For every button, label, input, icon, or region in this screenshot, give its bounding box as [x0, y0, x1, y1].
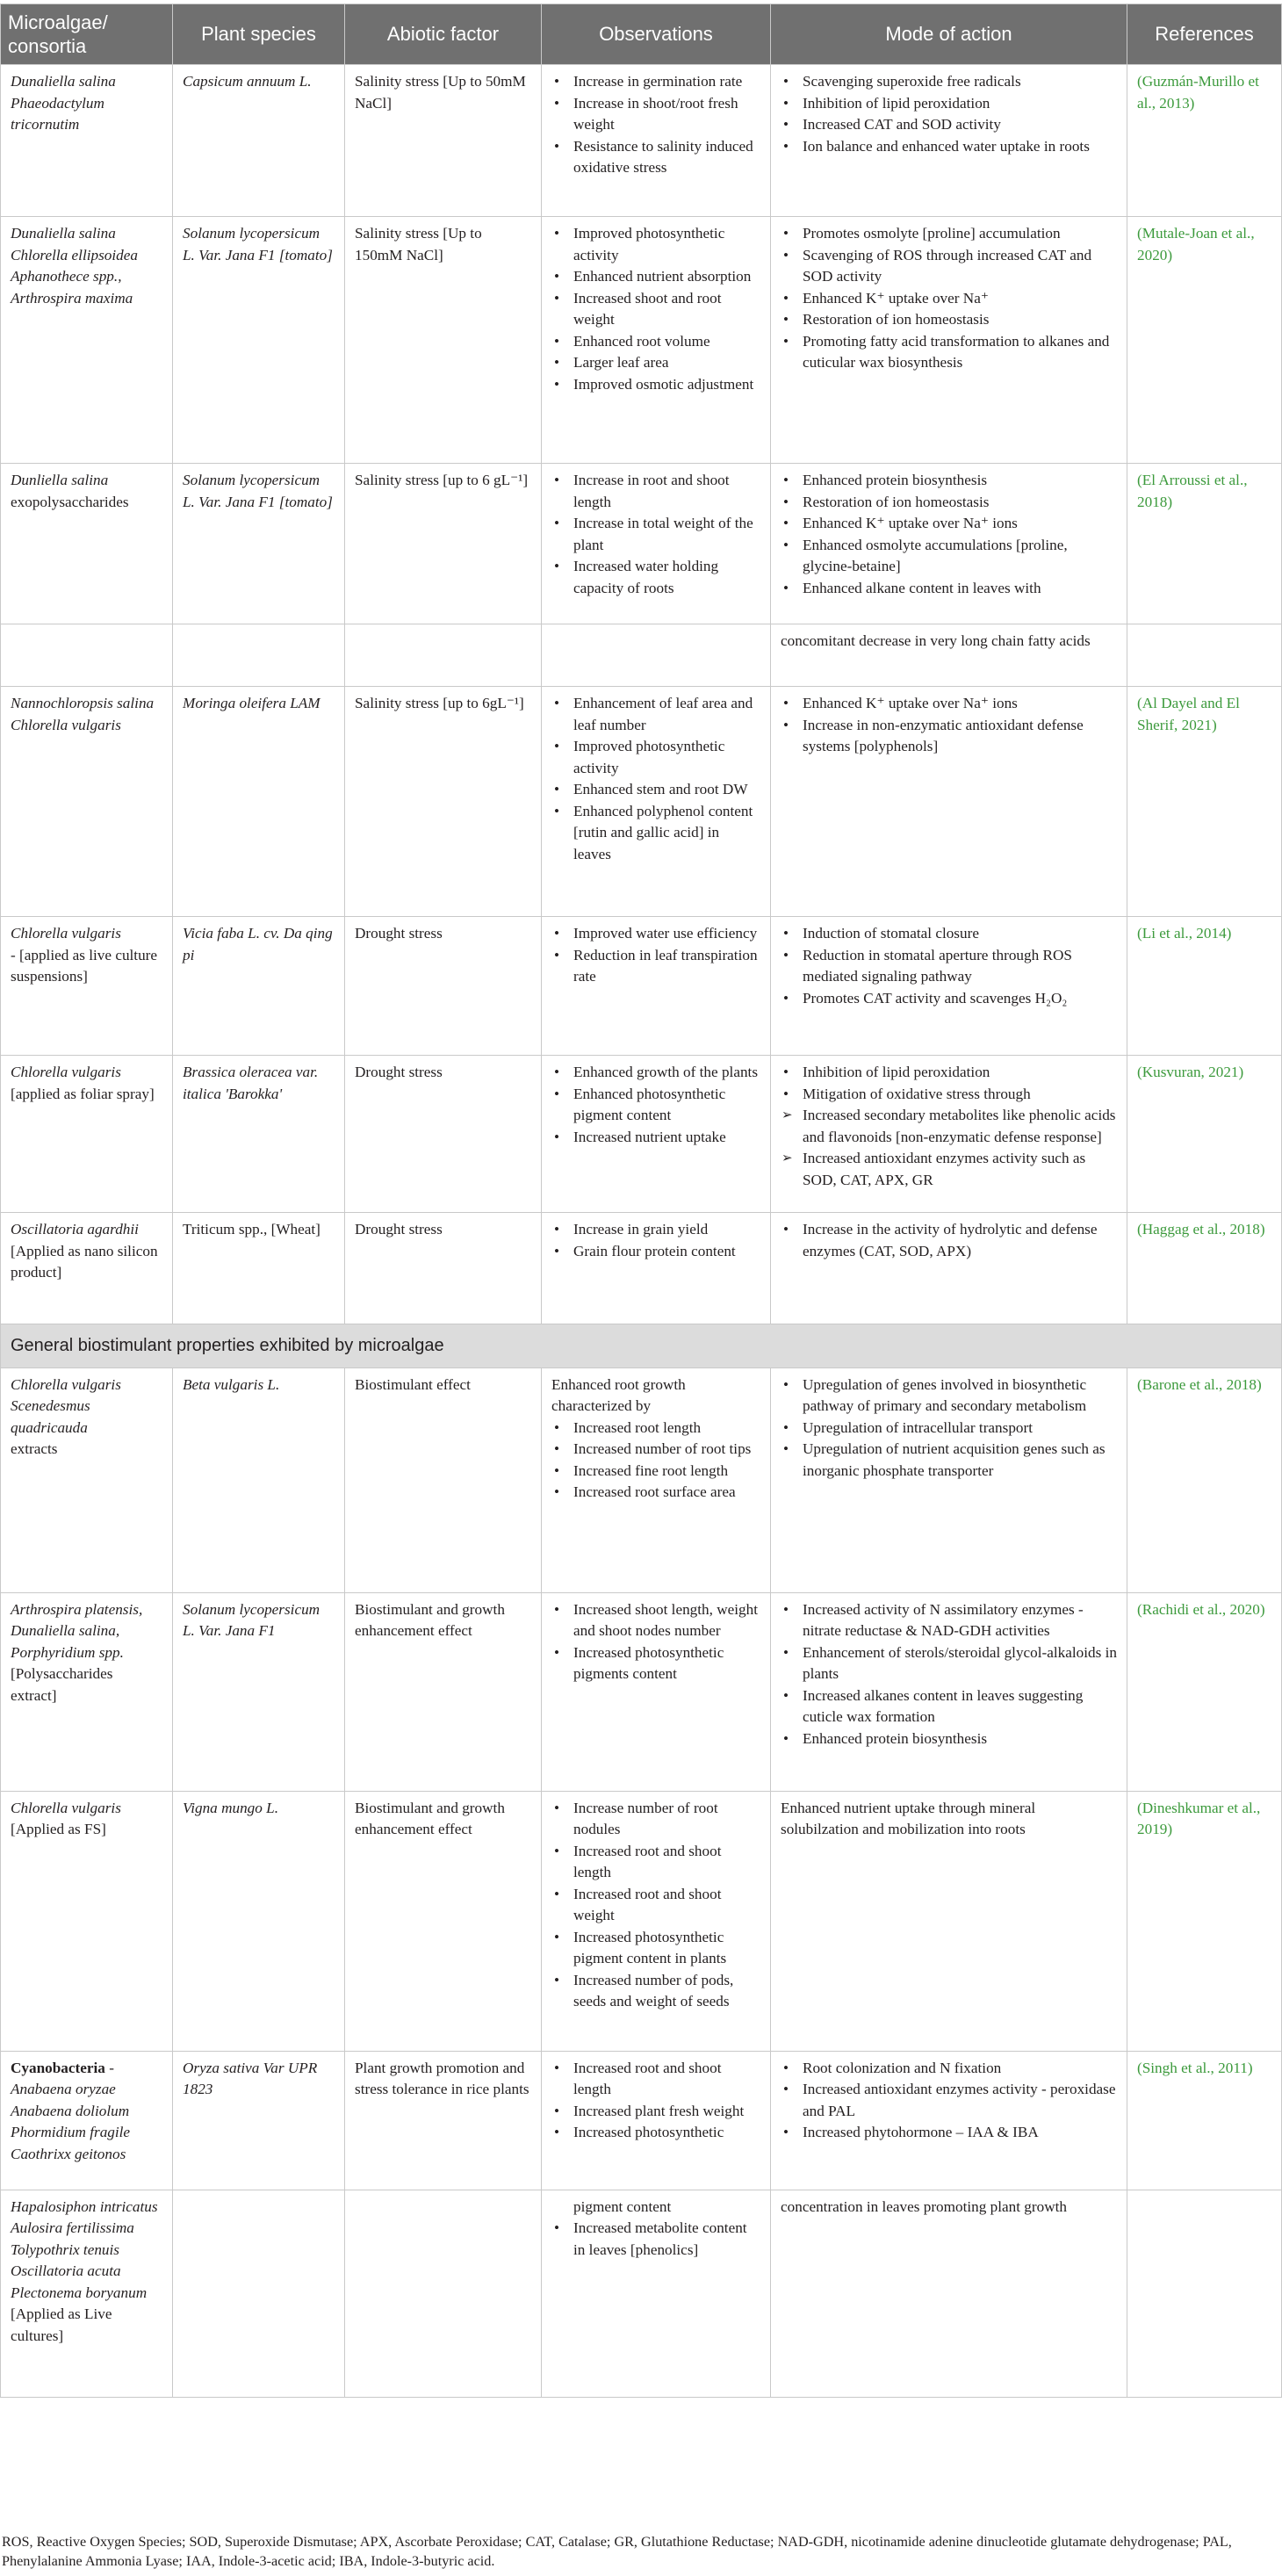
mode-item: • Promoting fatty acid transformation to alkanes and cuticular wax biosynthesis — [781, 331, 1117, 374]
mode-of-action-cell — [771, 1592, 1127, 1791]
mode-item: • Upregulation of intracellular transport — [781, 1418, 1117, 1440]
abiotic-factor-cell: Drought stress — [345, 1213, 542, 1324]
reference-link[interactable]: (Barone et al., 2018) — [1137, 1375, 1262, 1393]
plant-species: Solanum lycopersicum L. Var. Jana F1 [tomato] — [183, 472, 333, 510]
reference-link[interactable]: (El Arroussi et al., 2018) — [1137, 472, 1248, 510]
microalgae-name: Scenedesmus quadricauda — [11, 1397, 90, 1436]
observation-item: • Improved water use efficiency — [551, 923, 760, 945]
observation-item: • Increased shoot and root weight — [551, 288, 760, 331]
plant-species-cell — [173, 1367, 345, 1592]
observation-item: • Enhanced growth of the plants — [551, 1062, 760, 1084]
mode-item: • Enhanced protein biosynthesis — [781, 470, 1117, 492]
microalgae-name: Chlorella vulgaris — [11, 925, 121, 942]
mode-item: • Upregulation of genes involved in biosynthetic pathway of primary and secondary metabolism — [781, 1375, 1117, 1418]
microalgae-name: Plectonema boryanum — [11, 2284, 148, 2301]
observation-item: • Increased number of pods, seeds and weight of seeds — [551, 1970, 760, 2013]
reference-cell — [1127, 217, 1282, 464]
microalgae-name: Caothrixx geitonos — [11, 2145, 126, 2162]
observation-intro: Enhanced root growth characterized by — [551, 1375, 686, 1414]
reference-link[interactable]: (Haggag et al., 2018) — [1137, 1221, 1265, 1237]
reference-cell — [1127, 2051, 1282, 2190]
microalgae-name: Dunliella salina — [11, 472, 109, 488]
mode-item: • Promotes CAT activity and scavenges H₂O₂ — [781, 988, 1117, 1010]
microalgae-note: - [applied as live culture suspensions] — [11, 946, 158, 985]
plant-species: Vigna mungo L. — [183, 1799, 279, 1816]
microalgae-note: exopolysaccharides — [11, 493, 129, 510]
microalgae-note: [applied as foliar spray] — [11, 1085, 155, 1102]
microalgae-name: Chlorella vulgaris — [11, 716, 121, 733]
plant-species: Beta vulgaris L. — [183, 1375, 280, 1393]
microalgae-cell — [1, 917, 173, 1056]
table-row — [1, 65, 1282, 217]
abiotic-factor-cell: Drought stress — [345, 917, 542, 1056]
plant-species: Capsicum annuum L. — [183, 73, 312, 90]
microalgae-name: Anabaena doliolum — [11, 2102, 130, 2119]
reference-cell — [1127, 1592, 1282, 1791]
observation-item: • Increased root and shoot length — [551, 1841, 760, 1884]
abiotic-factor-cell: Drought stress — [345, 1056, 542, 1213]
abiotic-factor-cell: Salinity stress [Up to 150mM NaCl] — [345, 217, 542, 464]
reference-cell — [1127, 1367, 1282, 1592]
microalgae-name: Dunaliella salina — [11, 73, 116, 90]
mode-of-action-cell — [771, 687, 1127, 917]
reference-link[interactable]: (Rachidi et al., 2020) — [1137, 1600, 1265, 1618]
microalgae-name: Nannochloropsis salina — [11, 695, 155, 711]
observations-cell — [542, 2051, 771, 2190]
mode-of-action-cell — [771, 1056, 1127, 1213]
observations-cell — [542, 1056, 771, 1213]
plant-species-cell — [173, 687, 345, 917]
reference-cell — [1127, 687, 1282, 917]
observation-item: • Increased water holding capacity of roots — [551, 556, 760, 599]
mode-item: • Induction of stomatal closure — [781, 923, 1117, 945]
observation-item: • Increase in total weight of the plant — [551, 513, 760, 556]
microalgae-name: Anabaena oryzae — [11, 2081, 116, 2097]
microalgae-note: [Applied as Live cultures] — [11, 2305, 112, 2344]
table-row — [1, 1056, 1282, 1213]
section-row — [1, 1324, 1282, 1368]
table-row — [1, 1592, 1282, 1791]
plant-species: Vicia faba L. cv. Da qing pi — [183, 925, 333, 963]
microalgae-cell — [1, 1056, 173, 1213]
mode-item: • Upregulation of nutrient acquisition genes such as inorganic phosphate transporter — [781, 1439, 1117, 1482]
observations-cell — [542, 464, 771, 624]
mode-item: • Enhanced osmolyte accumulations [proline, glycine-betaine] — [781, 535, 1117, 578]
data-table — [0, 4, 1282, 2398]
table-row — [1, 917, 1282, 1056]
observation-item: • Increased shoot length, weight and shoot nodes number — [551, 1599, 760, 1642]
reference-link[interactable]: (Li et al., 2014) — [1137, 925, 1232, 942]
reference-cell — [1127, 1056, 1282, 1213]
microalgae-note: [Applied as FS] — [11, 1821, 106, 1837]
microalgae-separator: - — [109, 2059, 114, 2076]
abiotic-factor-cell: Salinity stress [Up to 50mM NaCl] — [345, 65, 542, 217]
observation-item: • Increased root and shoot weight — [551, 1884, 760, 1927]
observation-item: • Increase in shoot/root fresh weight — [551, 93, 760, 136]
table-row — [1, 624, 1282, 687]
observation-item: • Increase in root and shoot length — [551, 470, 760, 513]
microalgae-name: Oscillatoria acuta — [11, 2262, 121, 2279]
microalgae-name: Hapalosiphon intricatus — [11, 2197, 158, 2215]
mode-item: • Mitigation of oxidative stress through — [781, 1084, 1117, 1106]
microalgae-name: Phaeodactylum tricornutim — [11, 94, 104, 133]
mode-item: • Increased alkanes content in leaves suggesting cuticle wax formation — [781, 1685, 1117, 1728]
plant-species: Solanum lycopersicum L. Var. Jana F1 — [183, 1600, 320, 1639]
microalgae-note: extracts — [11, 1440, 58, 1457]
plant-species-cell — [173, 2051, 345, 2190]
microalgae-name: Oscillatoria agardhii — [11, 1221, 139, 1237]
observation-item: • Increased number of root tips — [551, 1439, 760, 1461]
mode-item: • Scavenging superoxide free radicals — [781, 71, 1117, 93]
reference-link[interactable]: (Singh et al., 2011) — [1137, 2059, 1253, 2076]
plant-species: Moringa oleifera LAM — [183, 695, 320, 711]
microalgae-cell — [1, 687, 173, 917]
microalgae-name: Aphanothece spp., — [11, 268, 122, 285]
mode-item: • Increased CAT and SOD activity — [781, 114, 1117, 136]
microalgae-note: [Applied as nano silicon product] — [11, 1242, 158, 1281]
mode-item: • Enhanced alkane content in leaves with — [781, 578, 1117, 600]
reference-link[interactable]: (Dineshkumar et al., 2019) — [1137, 1799, 1261, 1837]
header-plant-species: Plant species — [173, 4, 345, 65]
abiotic-factor-cell: Plant growth promotion and stress tolerance in rice plants — [345, 2051, 542, 2190]
abiotic-factor-cell: Salinity stress [up to 6gL⁻¹] — [345, 687, 542, 917]
observations-cell — [542, 687, 771, 917]
observation-item: • Enhanced stem and root DW — [551, 779, 760, 801]
observation-item: • Increased root surface area — [551, 1482, 760, 1504]
mode-of-action-cell — [771, 917, 1127, 1056]
mode-item: • Enhanced K⁺ uptake over Na⁺ — [781, 288, 1117, 310]
observations-cell — [542, 917, 771, 1056]
header-abiotic-factor: Abiotic factor — [345, 4, 542, 65]
observations-cell — [542, 2190, 771, 2397]
microalgae-name: Chlorella ellipsoidea — [11, 246, 138, 263]
mode-of-action-cell: concomitant decrease in very long chain fatty acids — [771, 624, 1127, 687]
mode-of-action-cell — [771, 1213, 1127, 1324]
observation-item: • Increase number of root nodules — [551, 1798, 760, 1841]
mode-of-action-cell: Enhanced nutrient uptake through mineral solubilzation and mobilization into roots — [771, 1791, 1127, 2051]
observation-item: • Enhanced polyphenol content [rutin and gallic acid] in leaves — [551, 801, 760, 866]
mode-item: • Restoration of ion homeostasis — [781, 309, 1117, 331]
mode-subitem: ➢ Increased antioxidant enzymes activity such as SOD, CAT, APX, GR — [781, 1148, 1117, 1191]
mode-item: • Ion balance and enhanced water uptake in roots — [781, 136, 1117, 158]
mode-item: • Enhancement of sterols/steroidal glycol-alkaloids in plants — [781, 1642, 1117, 1685]
table-row — [1, 1367, 1282, 1592]
microalgae-cell — [1, 1367, 173, 1592]
reference-link[interactable]: (Al Dayel and El Sherif, 2021) — [1137, 695, 1240, 733]
observation-item: • Enhanced root volume — [551, 331, 760, 353]
mode-item: • Increased activity of N assimilatory enzymes - nitrate reductase & NAD-GDH activities — [781, 1599, 1117, 1642]
table-footnote: ROS, Reactive Oxygen Species; SOD, Superoxide Dismutase; APX, Ascorbate Peroxidase; CAT, Catalase; GR, Glutathione Reductase; NAD-GDH, nicotinamide adenine dinucleotide glutamate dehydrogenase; PAL, Phenylalanine Ammonia Lyase; IAA, Indole-3-acetic acid; IBA, Indole-3-butyric acid. — [2, 2534, 1232, 2569]
header-references: References — [1127, 4, 1282, 65]
table-row — [1, 2190, 1282, 2397]
observation-item: • Enhancement of leaf area and leaf number — [551, 693, 760, 736]
plant-species: Solanum lycopersicum L. Var. Jana F1 [tomato] — [183, 225, 333, 263]
mode-item: • Enhanced protein biosynthesis — [781, 1728, 1117, 1750]
observation-item: • Increased nutrient uptake — [551, 1127, 760, 1149]
table-row — [1, 464, 1282, 624]
abiotic-factor-cell: Salinity stress [up to 6 gL⁻¹] — [345, 464, 542, 624]
microalgae-name: Phormidium fragile — [11, 2124, 131, 2140]
mode-item: • Restoration of ion homeostasis — [781, 492, 1117, 514]
mode-item: • Enhanced K⁺ uptake over Na⁺ ions — [781, 693, 1117, 715]
reference-cell — [1127, 65, 1282, 217]
microalgae-cell — [1, 1791, 173, 2051]
observation-item: • Increased photosynthetic pigment content in plants — [551, 1927, 760, 1970]
microalgae-cell — [1, 2190, 173, 2397]
microalgae-cell — [1, 65, 173, 217]
microalgae-name: Dunaliella salina — [11, 225, 116, 242]
section-title: General biostimulant properties exhibited by microalgae — [1, 1324, 1282, 1368]
observation-item: • Improved osmotic adjustment — [551, 374, 760, 396]
observations-cell — [542, 1592, 771, 1791]
observation-item: • Increased root length — [551, 1418, 760, 1440]
reference-cell — [1127, 464, 1282, 624]
plant-species-cell — [173, 1056, 345, 1213]
microalgae-name: Tolypothrix tenuis — [11, 2240, 119, 2258]
header-row — [1, 4, 1282, 65]
mode-of-action-cell — [771, 1367, 1127, 1592]
mode-subitem: ➢ Increased secondary metabolites like phenolic acids and flavonoids [non-enzymatic defense response] — [781, 1105, 1117, 1148]
microalgae-group: Cyanobacteria — [11, 2059, 105, 2076]
reference-cell — [1127, 917, 1282, 1056]
mode-item: • Enhanced K⁺ uptake over Na⁺ ions — [781, 513, 1117, 535]
microalgae-name: Arthrospira platensis, — [11, 1600, 143, 1618]
mode-item: • Promotes osmolyte [proline] accumulation — [781, 223, 1117, 245]
reference-cell — [1127, 1791, 1282, 2051]
observation-item: • Reduction in leaf transpiration rate — [551, 945, 760, 988]
plant-species-cell — [173, 1592, 345, 1791]
mode-item: • Increased phytohormone – IAA & IBA — [781, 2122, 1117, 2144]
mode-of-action-cell — [771, 464, 1127, 624]
microalgae-cell — [1, 464, 173, 624]
mode-of-action-cell — [771, 217, 1127, 464]
microalgae-name: Arthrospira maxima — [11, 289, 133, 307]
abiotic-factor-cell: Biostimulant and growth enhancement effect — [345, 1791, 542, 2051]
microalgae-note: [Polysaccharides extract] — [11, 1665, 113, 1704]
observation-item: • Increased fine root length — [551, 1461, 760, 1483]
abiotic-factor-cell: Biostimulant effect — [345, 1367, 542, 1592]
header-microalgae: Microalgae/ consortia — [1, 4, 173, 65]
mode-item: • Increase in non-enzymatic antioxidant defense systems [polyphenols] — [781, 715, 1117, 758]
plant-species-cell — [173, 1791, 345, 2051]
observation-item: • Increased metabolite content in leaves [phenolics] — [551, 2218, 760, 2261]
mode-item: • Scavenging of ROS through increased CAT and SOD activity — [781, 245, 1117, 288]
table-row — [1, 2051, 1282, 2190]
observations-cell — [542, 65, 771, 217]
mode-item: • Reduction in stomatal aperture through ROS mediated signaling pathway — [781, 945, 1117, 988]
observation-item: • Improved photosynthetic activity — [551, 736, 760, 779]
microalgae-cell — [1, 1592, 173, 1791]
mode-item: • Increase in the activity of hydrolytic and defense enzymes (CAT, SOD, APX) — [781, 1219, 1117, 1262]
microalgae-name: Chlorella vulgaris — [11, 1375, 121, 1393]
header-observations: Observations — [542, 4, 771, 65]
reference-link[interactable]: (Guzmán-Murillo et al., 2013) — [1137, 73, 1259, 112]
observation-item: • Increased plant fresh weight — [551, 2101, 760, 2123]
table-row — [1, 217, 1282, 464]
observation-item: • Increased root and shoot length — [551, 2058, 760, 2101]
observation-item: • Increased photosynthetic — [551, 2122, 760, 2144]
abiotic-factor-cell: Biostimulant and growth enhancement effect — [345, 1592, 542, 1791]
microalgae-name: Porphyridium spp. — [11, 1643, 124, 1661]
microalgae-name: Chlorella vulgaris — [11, 1064, 121, 1080]
plant-species-cell — [173, 65, 345, 217]
mode-item: • Inhibition of lipid peroxidation — [781, 1062, 1117, 1084]
mode-item: • Increased antioxidant enzymes activity - peroxidase and PAL — [781, 2079, 1117, 2122]
header-mode-of-action: Mode of action — [771, 4, 1127, 65]
plant-species-cell — [173, 464, 345, 624]
observation-item: • Increase in germination rate — [551, 71, 760, 93]
microalgae-cell — [1, 2051, 173, 2190]
table-row — [1, 1213, 1282, 1324]
microalgae-cell — [1, 217, 173, 464]
observation-item: • Larger leaf area — [551, 352, 760, 374]
observation-item: • Enhanced nutrient absorption — [551, 266, 760, 288]
observations-cell — [542, 1791, 771, 2051]
observation-item: • Improved photosynthetic activity — [551, 223, 760, 266]
microalgae-name: Aulosira fertilissima — [11, 2219, 134, 2236]
observation-item: • Resistance to salinity induced oxidative stress — [551, 136, 760, 179]
reference-link[interactable]: (Kusvuran, 2021) — [1137, 1064, 1244, 1080]
mode-item: • Inhibition of lipid peroxidation — [781, 93, 1117, 115]
table-row — [1, 687, 1282, 917]
plant-species-cell — [173, 917, 345, 1056]
plant-species-cell: Triticum spp., [Wheat] — [173, 1213, 345, 1324]
observation-item: • Enhanced photosynthetic pigment content — [551, 1084, 760, 1127]
mode-item: • Root colonization and N fixation — [781, 2058, 1117, 2080]
observation-item: • Increase in grain yield — [551, 1219, 760, 1241]
plant-species: Brassica oleracea var. italica 'Barokka' — [183, 1064, 319, 1102]
plant-species: Oryza sativa Var UPR 1823 — [183, 2059, 318, 2097]
microalgae-name: Chlorella vulgaris — [11, 1799, 121, 1816]
mode-of-action-cell — [771, 65, 1127, 217]
mode-of-action-cell — [771, 2051, 1127, 2190]
observation-continuation: pigment content — [573, 2197, 672, 2215]
observation-item: • Increased photosynthetic pigments content — [551, 1642, 760, 1685]
table-row — [1, 1791, 1282, 2051]
observations-cell — [542, 1367, 771, 1592]
microalgae-cell — [1, 1213, 173, 1324]
plant-species-cell — [173, 217, 345, 464]
mode-of-action-cell: concentration in leaves promoting plant growth — [771, 2190, 1127, 2397]
observations-cell — [542, 1213, 771, 1324]
reference-cell — [1127, 1213, 1282, 1324]
observations-cell — [542, 217, 771, 464]
microalgae-name: Dunaliella salina, — [11, 1622, 120, 1639]
reference-link[interactable]: (Mutale-Joan et al., 2020) — [1137, 225, 1255, 263]
observation-item: • Grain flour protein content — [551, 1241, 760, 1263]
